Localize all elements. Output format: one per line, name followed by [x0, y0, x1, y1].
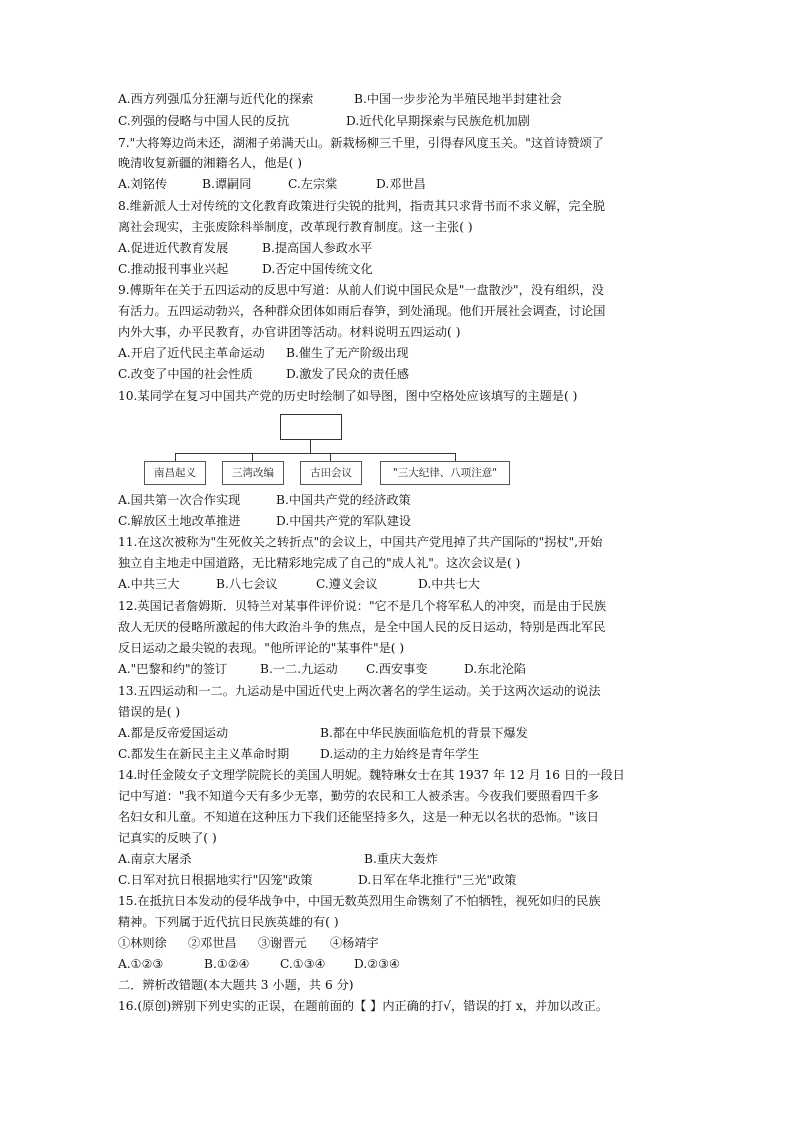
option-item: D.运动的主力始终是青年学生	[320, 747, 480, 761]
option-item: D.否定中国传统文化	[262, 262, 373, 276]
option-item: D.邓世昌	[376, 177, 426, 191]
option-item: A.①②③	[118, 957, 164, 971]
option-item: A.开启了近代民主革命运动	[118, 346, 265, 360]
option-item: D.东北沦陷	[464, 662, 526, 676]
mind-map-drop	[455, 453, 456, 461]
option-item: A.促进近代教育发展	[118, 241, 229, 255]
text-line: 7."大将筹边尚未还，湖湘子弟满天山。新栽杨柳三千里，引得春风度玉关。"这首诗赞颂了	[118, 136, 604, 150]
option-item: C.西安事变	[366, 662, 428, 676]
option-item: B.谭嗣同	[202, 177, 252, 191]
mind-map-leaf-discipline: "三大纪律、八项注意"	[380, 461, 510, 485]
option-item: C.左宗棠	[288, 177, 338, 191]
option-item: ②邓世昌	[188, 936, 237, 950]
text-line: 14.时任金陵女子文理学院院长的美国人明妮。魏特琳女士在其 1937 年 12 月 16 日的一段日	[118, 768, 625, 782]
text-line: 11.在这次被称为"生死攸关之转折点"的会议上，中国共产党甩掉了共产国际的"拐杖",开始	[118, 535, 603, 549]
mind-map-diagram	[144, 414, 510, 490]
option-item: A.南京大屠杀	[118, 852, 192, 866]
mind-map-blank-box	[280, 414, 342, 440]
text-line: 离社会现实，主张废除科举制度，改革现行教育制度。这一主张( )	[118, 220, 473, 234]
option-item: A.都是反帝爱国运动	[118, 726, 229, 740]
mind-map-leaf-sanwan: 三湾改编	[222, 461, 284, 485]
option-item: A.西方列强瓜分狂潮与近代化的探索	[118, 92, 314, 106]
option-item: C.遵义会议	[316, 577, 378, 591]
option-item: B.提高国人参政水平	[262, 241, 373, 255]
option-item: D.激发了民众的责任感	[286, 367, 409, 381]
text-line: 二．辨析改错题(本大题共 3 小题，共 6 分)	[118, 978, 354, 992]
option-item: A.刘铭传	[118, 177, 168, 191]
option-item: B.一二.九运动	[260, 662, 338, 676]
text-line: 内外大事，办平民教育，办官讲团等活动。材料说明五四运动( )	[118, 325, 461, 339]
option-item: A.国共第一次合作实现	[118, 493, 241, 507]
option-item: B.中国共产党的经济政策	[276, 493, 411, 507]
text-line: 错误的是( )	[118, 705, 181, 719]
option-item: B.催生了无产阶级出现	[286, 346, 409, 360]
text-line: 晚清收复新疆的湘籍名人，他是( )	[118, 156, 303, 170]
option-item: ①林则徐	[118, 936, 167, 950]
option-item: B.八七会议	[216, 577, 278, 591]
text-line: 12.英国记者詹姆斯．贝特兰对某事件评价说："它不是几个将军私人的冲突，而是由于民族	[118, 599, 607, 613]
text-line: 独立自主地走中国道路，无比精彩地完成了自己的"成人礼"。这次会议是( )	[118, 556, 521, 570]
text-line: 名妇女和儿童。不知道在这种压力下我们还能坚持多久，这是一种无以名状的恐怖。"该日	[118, 810, 599, 824]
option-item: A.中共三大	[118, 577, 180, 591]
option-item: D.②③④	[354, 957, 400, 971]
mind-map-leaf-gutian: 古田会议	[300, 461, 362, 485]
text-line: 8.维新派人士对传统的文化教育政策进行尖锐的批判，指责其只求背书而不求义解，完全脱	[118, 199, 605, 213]
option-item: D.中国共产党的军队建设	[276, 514, 412, 528]
mind-map-drop	[330, 453, 331, 461]
option-item: B.①②④	[204, 957, 250, 971]
text-line: 10.某同学在复习中国共产党的历史时绘制了如导图，图中空格处应该填写的主题是( )	[118, 389, 578, 403]
option-item: ④杨靖宇	[330, 936, 379, 950]
mind-map-drop	[175, 453, 176, 461]
text-line: 15.在抵抗日本发动的侵华战争中，中国无数英烈用生命镌刻了不怕牺牲，视死如归的民族	[118, 894, 601, 908]
option-item: ③谢晋元	[258, 936, 307, 950]
mind-map-connector	[310, 439, 311, 453]
option-item: B.中国一步步沦为半殖民地半封建社会	[354, 92, 562, 106]
option-item: C.都发生在新民主主义革命时期	[118, 747, 290, 761]
option-item: C.列强的侵略与中国人民的反抗	[118, 114, 290, 128]
text-line: 9.傅斯年在关于五四运动的反思中写道：从前人们说中国民众是"一盘散沙"，没有组织，没	[118, 283, 604, 297]
mind-map-drop	[252, 453, 253, 461]
option-item: C.解放区土地改革推进	[118, 514, 241, 528]
mind-map-leaf-nanchang: 南昌起义	[144, 461, 206, 485]
option-item: C.①③④	[280, 957, 326, 971]
option-item: C.日军对抗日根据地实行"囚笼"政策	[118, 873, 313, 887]
text-line: 反日运动之最尖锐的表现。"他所评论的"某事件"是( )	[118, 641, 405, 655]
text-line: 16.(原创)辨别下列史实的正误，在题前面的【 】内正确的打√，错误的打 x，并加以改正。	[118, 999, 609, 1013]
text-line: 记真实的反映了( )	[118, 831, 217, 845]
option-item: D.近代化早期探索与民族危机加剧	[346, 114, 530, 128]
option-item: D.中共七大	[418, 577, 480, 591]
option-item: B.都在中华民族面临危机的背景下爆发	[320, 726, 528, 740]
option-item: C.改变了中国的社会性质	[118, 367, 253, 381]
option-item: B.重庆大轰炸	[364, 852, 438, 866]
option-item: C.推动报刊事业兴起	[118, 262, 229, 276]
text-line: 13.五四运动和一二。九运动是中国近代史上两次著名的学生运动。关于这两次运动的说法	[118, 684, 601, 698]
option-item: D.日军在华北推行"三光"政策	[358, 873, 517, 887]
text-line: 敌人无厌的侵略所激起的伟大政治斗争的焦点，是全中国人民的反日运动，特别是西北军民	[118, 620, 606, 634]
text-line: 记中写道："我不知道今天有多少无辜，勤劳的农民和工人被杀害。今夜我们要照看四千多	[118, 789, 599, 803]
text-line: 精神。下列属于近代抗日民族英雄的有( )	[118, 915, 339, 929]
option-item: A."巴黎和约"的签订	[118, 662, 228, 676]
mind-map-connector-bar	[175, 453, 455, 454]
text-line: 有活力。五四运动勃兴，各种群众团体如雨后春笋，到处涌现。他们开展社会调查，讨论国	[118, 304, 606, 318]
